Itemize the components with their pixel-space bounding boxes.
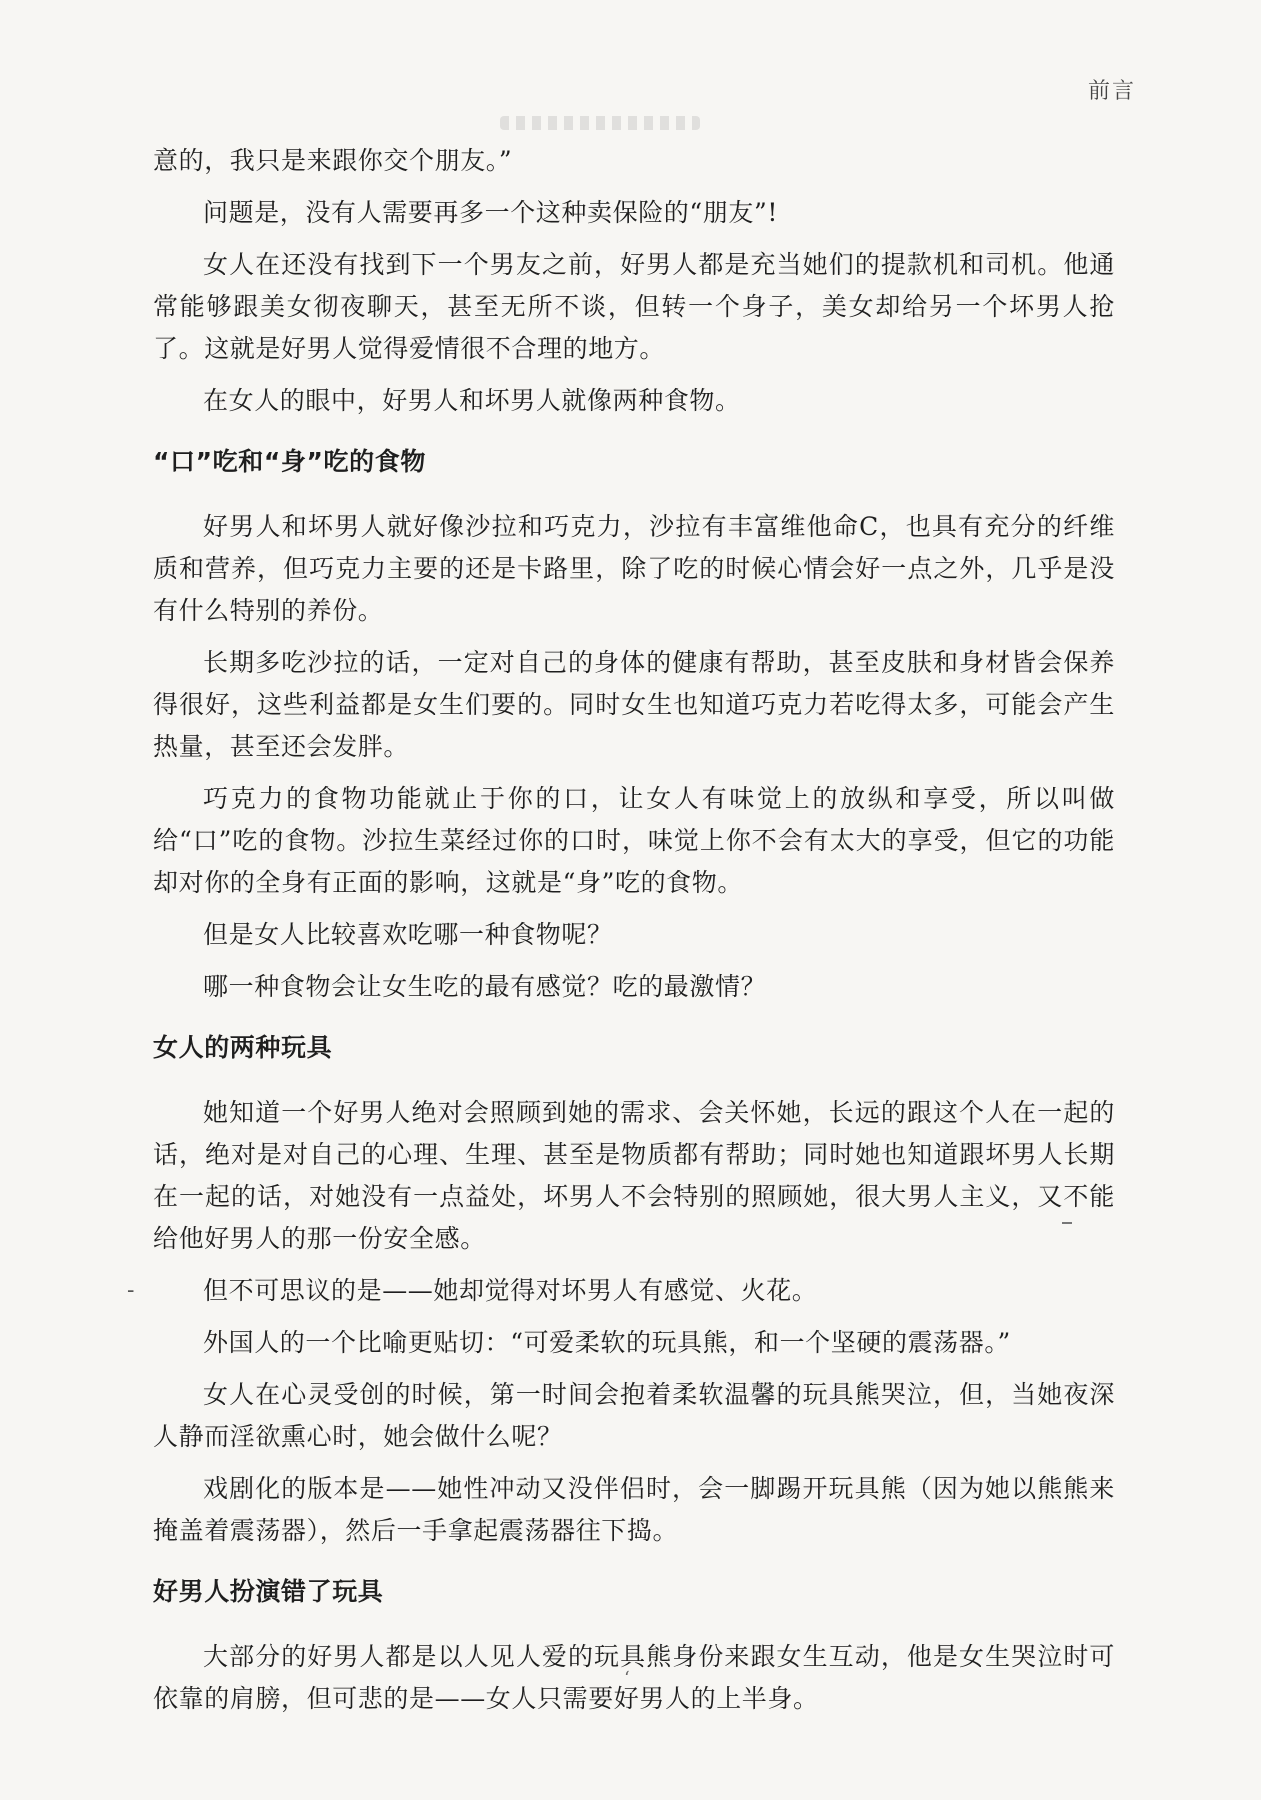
paragraph: 巧克力的食物功能就止于你的口，让女人有味觉上的放纵和享受，所以叫做给“口”吃的食物。沙拉生菜经过你的口时，味觉上你不会有太大的享受，但它的功能却对你的全身有正面的影响，这就是“身”吃的食物。 <box>153 784 1115 897</box>
paragraph-with-mark <box>127 1270 1115 1312</box>
page-body <box>127 140 1115 1730</box>
section-heading: “口”吃和“身”吃的食物 <box>153 447 426 476</box>
paragraph: 女人在心灵受创的时候，第一时间会抱着柔软温馨的玩具熊哭泣，但，当她夜深人静而淫欲熏心时，她会做什么呢？ <box>153 1380 1115 1451</box>
paragraph: 长期多吃沙拉的话，一定对自己的身体的健康有帮助，甚至皮肤和身材皆会保养得很好，这些利益都是女生们要的。同时女生也知道巧克力若吃得太多，可能会产生热量，甚至还会发胖。 <box>153 648 1115 761</box>
paragraph: 但是女人比较喜欢吃哪一种食物呢？ <box>203 920 613 949</box>
section-heading: 好男人扮演错了玩具 <box>153 1577 384 1606</box>
scan-smudge <box>500 116 700 130</box>
paragraph: 她知道一个好男人绝对会照顾到她的需求、会关怀她，长远的跟这个人在一起的话，绝对是对自己的心理、生理、甚至是物质都有帮助；同时她也知道跟坏男人长期在一起的话，对她没有一点益处，坏男人不会特别的照顾她，很大男人主义，又不能给他好男人的那一份安全感。 <box>153 1098 1115 1253</box>
margin-dash-mark: - <box>127 1278 136 1303</box>
paragraph: 大部分的好男人都是以人见人爱的玩具熊身份来跟女生互动，他是女生哭泣时可依靠的肩膀，但可悲的是——女人只需要好男人的上半身。 <box>153 1642 1115 1713</box>
paragraph: 问题是，没有人需要再多一个这种卖保险的“朋友”! <box>203 198 779 227</box>
footer-mark: ‘ <box>624 1668 630 1689</box>
paragraph: 哪一种食物会让女生吃的最有感觉？吃的最激情？ <box>203 972 767 1001</box>
paragraph: 在女人的眼中，好男人和坏男人就像两种食物。 <box>203 386 741 415</box>
running-header: 前言 <box>1088 79 1137 104</box>
paragraph: 意的，我只是来跟你交个朋友。” <box>153 146 513 175</box>
scan-speck <box>1062 1222 1072 1224</box>
paragraph: 女人在还没有找到下一个男友之前，好男人都是充当她们的提款机和司机。他通常能够跟美女彻夜聊天，甚至无所不谈，但转一个身子，美女却给另一个坏男人抢了。这就是好男人觉得爱情很不合理的地方。 <box>153 250 1115 363</box>
section-heading: 女人的两种玩具 <box>153 1033 333 1062</box>
paragraph: 好男人和坏男人就好像沙拉和巧克力，沙拉有丰富维他命C，也具有充分的纤维质和营养，但巧克力主要的还是卡路里，除了吃的时候心情会好一点之外，几乎是没有什么特别的养份。 <box>153 512 1115 625</box>
paragraph: 外国人的一个比喻更贴切：“可爱柔软的玩具熊，和一个坚硬的震荡器。” <box>203 1328 1011 1357</box>
paragraph-text: 但不可思议的是——她却觉得对坏男人有感觉、火花。 <box>203 1276 818 1305</box>
paragraph: 戏剧化的版本是——她性冲动又没伴侣时，会一脚踢开玩具熊（因为她以熊熊来掩盖着震荡器），然后一手拿起震荡器往下捣。 <box>153 1474 1115 1545</box>
